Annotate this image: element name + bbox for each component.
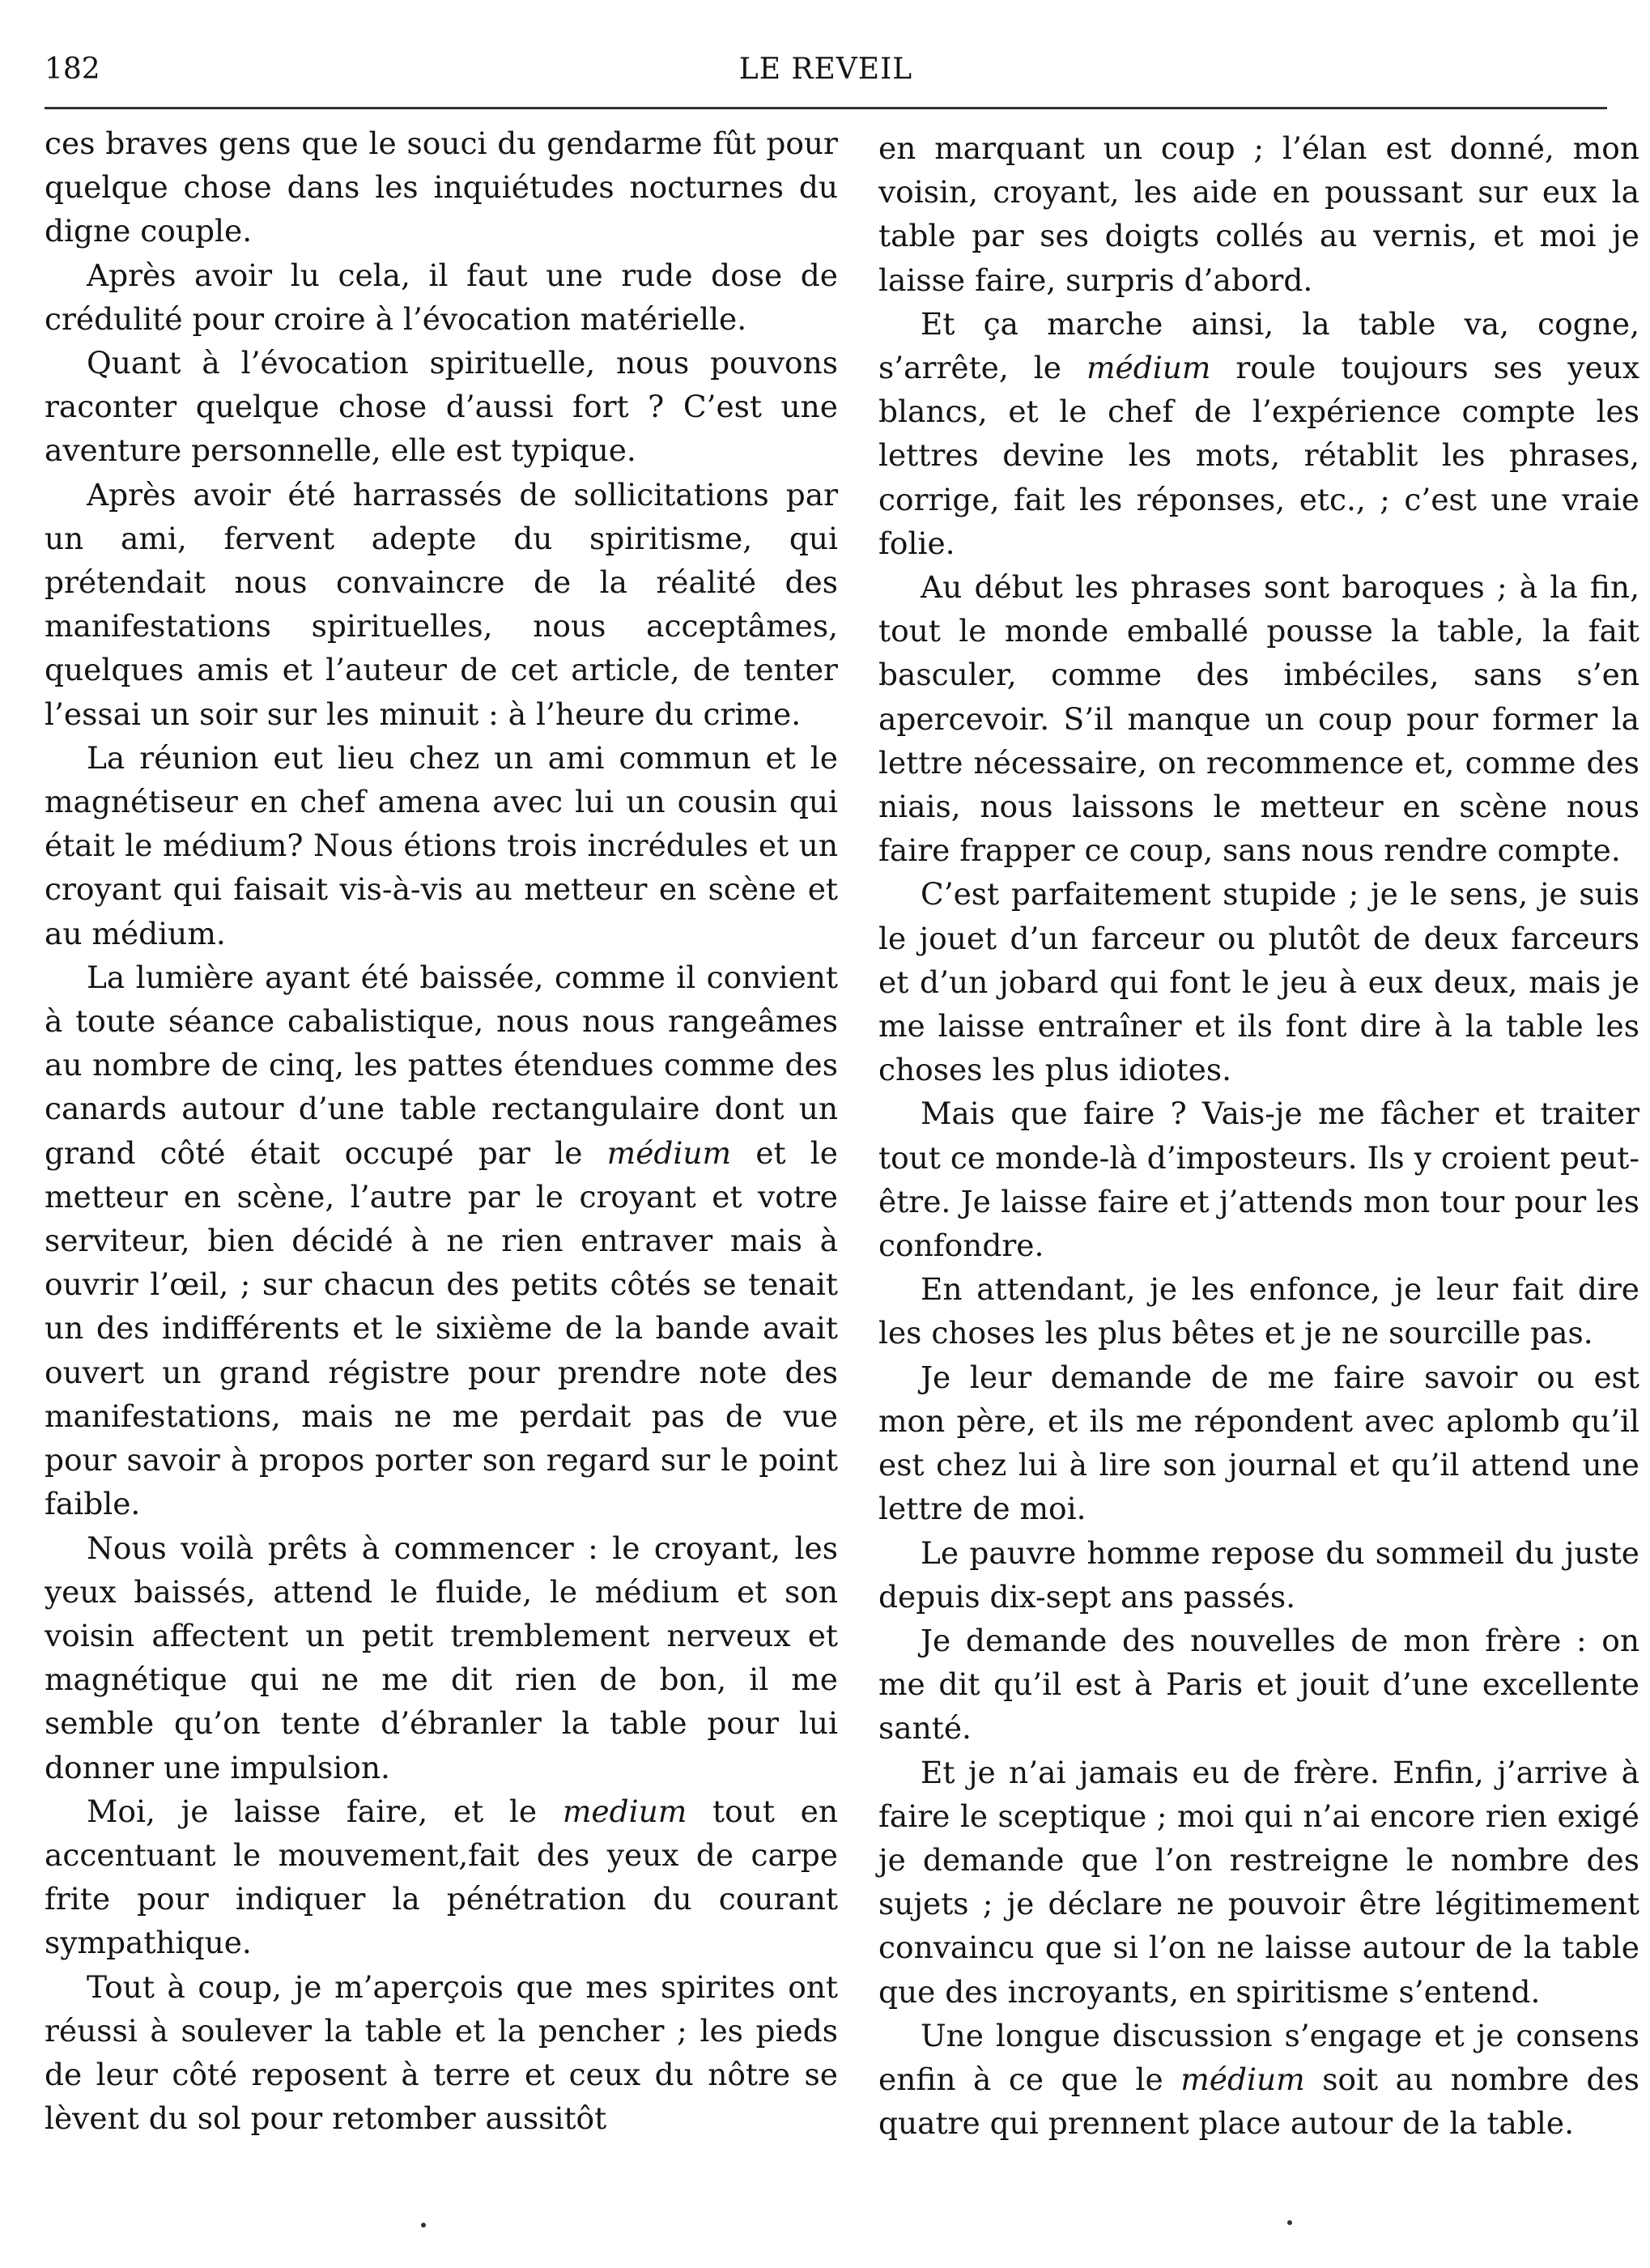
text-run: Je demande des nouvelles de mon frère : on me dit qu’il est à Paris et jouit d’une excellente santé. [878, 1622, 1639, 1747]
text-run: Je leur demande de me faire savoir ou est mon père, et ils me répondent avec aplomb qu’il est chez lui à lire son journal et qu’il attend une lettre de moi. [878, 1359, 1639, 1527]
paragraph [45, 736, 838, 955]
paragraph [878, 1091, 1639, 1267]
paragraph [878, 872, 1639, 1091]
text-run: et le metteur en scène, l’autre par le croyant et votre serviteur, bien décidé à ne rien entraver mais à ouvrir l’œil, ; sur chacun des petits côtés se tenait un des indifférents et le sixième de la bande avait ouvert un grand régistre pour prendre note des manifestations, mais ne me perdait pas de vue pour savoir à propos porter son regard sur le point faible. [45, 1134, 838, 1522]
text-run: Moi, je laisse faire, et le [87, 1793, 563, 1829]
paragraph [45, 1526, 838, 1789]
page-header [45, 45, 1607, 94]
text-run: tout en accentuant le mouvement,fait des yeux de carpe frite pour indiquer la pénétration du courant sympathique. [45, 1793, 838, 1961]
paragraph [45, 1789, 838, 1965]
text-run: soit au nombre des quatre qui prennent place autour de la table. [878, 2061, 1639, 2142]
text-run: Quant à l’évocation spirituelle, nous pouvons raconter quelque chose d’aussi fort ? C’est une aventure personnelle, elle est typique. [45, 345, 838, 469]
left-column [45, 121, 838, 2140]
paragraph [878, 1267, 1639, 1355]
italic-term: médium [1180, 2061, 1305, 2097]
running-title: LE REVEIL [738, 53, 913, 86]
text-run: en marquant un coup ; l’élan est donné, mon voisin, croyant, les aide en poussant sur eux la table par ses doigts collés au vernis, et moi je laisse faire, surpris d’abord. [878, 130, 1639, 298]
paragraph [878, 1531, 1639, 1619]
text-run: Mais que faire ? Vais-je me fâcher et traiter tout ce monde-là d’imposteurs. Ils y croient peut-être. Je laisse faire et j’attends mon tour pour les confondre. [878, 1096, 1639, 1264]
paragraph [45, 1965, 838, 2141]
text-run: Et je n’ai jamais eu de frère. Enfin, j’arrive à faire le sceptique ; moi qui n’ai encore rien exigé je demande que l’on restreigne le nombre des sujets ; je déclare ne pouvoir être légitimement convaincu que si l’on ne laisse autour de la table que des incroyants, en spiritisme s’entend. [878, 1754, 1639, 2010]
print-speck [1287, 2220, 1292, 2225]
text-run: Et ça marche ainsi, la table va, cogne, s’arrête, le [878, 305, 1639, 386]
paragraph [45, 253, 838, 341]
text-run: La réunion eut lieu chez un ami commun et le magnétiseur en chef amena avec lui un cousin qui était le médium? Nous étions trois incrédules et un croyant qui faisait vis-à-vis au metteur en scène et au médium. [45, 739, 838, 951]
header-rule [45, 107, 1607, 109]
paragraph [45, 121, 838, 253]
paragraph [878, 1355, 1639, 1531]
print-speck [421, 2223, 426, 2228]
paragraph [878, 2014, 1639, 2146]
paragraph [878, 1619, 1639, 1751]
paragraph [878, 565, 1639, 872]
right-column [878, 126, 1639, 2145]
text-run: Nous voilà prêts à commencer : le croyant, les yeux baissés, attend le fluide, le médium et son voisin affectent un petit tremblement nerveux et magnétique qui ne me dit rien de bon, il me semble qu’on tente d’ébranler la table pour lui donner une impulsion. [45, 1530, 838, 1785]
italic-term: médium [1086, 350, 1211, 386]
text-run: Au début les phrases sont baroques ; à la fin, tout le monde emballé pousse la table, la fait basculer, comme des imbéciles, sans s’en apercevoir. S’il manque un coup pour former la lettre nécessaire, on recommence et, comme des niais, nous laissons le metteur en scène nous faire frapper ce coup, sans nous rendre compte. [878, 569, 1639, 869]
text-run: Tout à coup, je m’aperçois que mes spirites ont réussi à soulever la table et la pencher ; les pieds de leur côté reposent à terre et ceux du nôtre se lèvent du sol pour retomber aussitôt [45, 1968, 838, 2137]
paragraph [878, 126, 1639, 302]
italic-term: medium [562, 1793, 687, 1829]
text-run: En attendant, je les enfonce, je leur fait dire les choses les plus bêtes et je ne sourcille pas. [878, 1271, 1639, 1351]
text-run: ces braves gens que le souci du gendarme fût pour quelque chose dans les inquiétudes nocturnes du digne couple. [45, 126, 838, 249]
paragraph [878, 1751, 1639, 2014]
page-number: 182 [45, 53, 100, 86]
text-run: Après avoir lu cela, il faut une rude dose de crédulité pour croire à l’évocation matérielle. [45, 257, 838, 337]
text-run: Une longue discussion s’engage et je consens enfin à ce que le [878, 2017, 1639, 2097]
paragraph [45, 473, 838, 736]
text-run: Après avoir été harrassés de sollicitations par un ami, fervent adepte du spiritisme, qui prétendait nous convaincre de la réalité des manifestations spirituelles, nous acceptâmes, quelques amis et l’auteur de cet article, de tenter l’essai un soir sur les minuit : à l’heure du crime. [45, 476, 838, 732]
italic-term: médium [606, 1134, 732, 1171]
paragraph [45, 341, 838, 473]
paragraph [45, 955, 838, 1526]
text-run: roule toujours ses yeux blancs, et le chef de l’expérience compte les lettres devine les mots, rétablit les phrases, corrige, fait les réponses, etc., ; c’est une vraie folie. [878, 350, 1639, 561]
text-run: Le pauvre homme repose du sommeil du juste depuis dix-sept ans passés. [878, 1534, 1639, 1615]
text-run: La lumière ayant été baissée, comme il convient à toute séance cabalistique, nous nous rangeâmes au nombre de cinq, les pattes étendues comme des canards autour d’une table rectangulaire dont un grand côté était occupé par le [45, 959, 838, 1171]
paragraph [878, 302, 1639, 565]
text-run: C’est parfaitement stupide ; je le sens, je suis le jouet d’un farceur ou plutôt de deux farceurs et d’un jobard qui font le jeu à eux deux, mais je me laisse entraîner et ils font dire à la table les choses les plus idiotes. [878, 876, 1639, 1088]
